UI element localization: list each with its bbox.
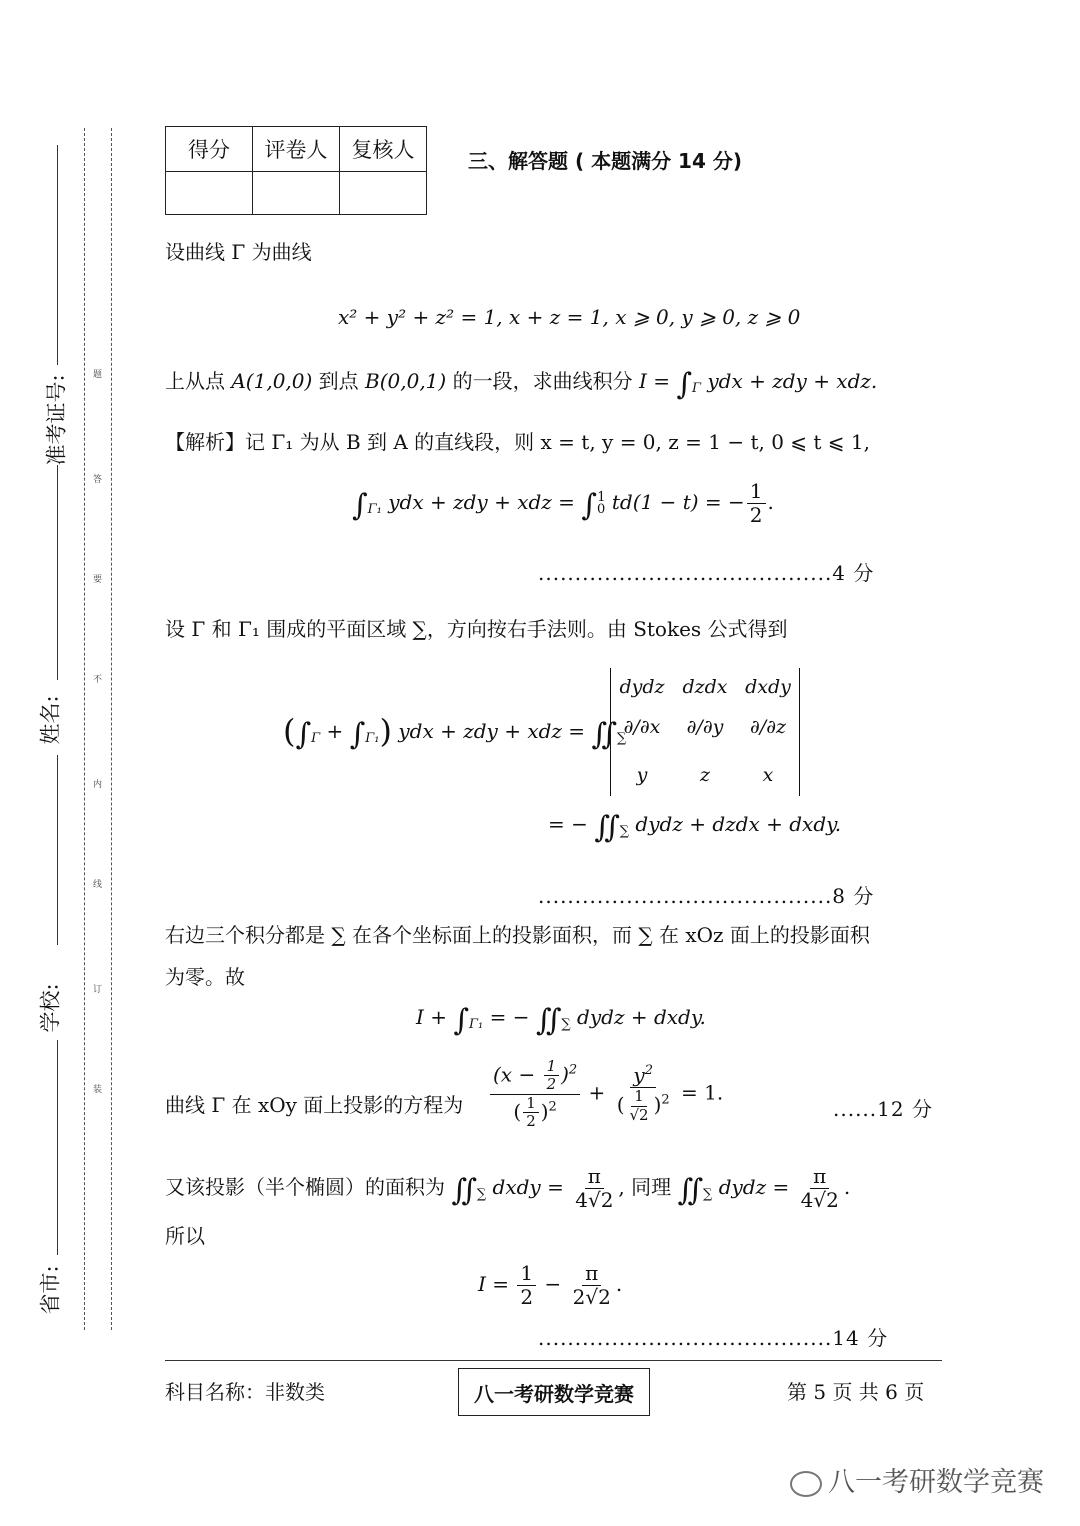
matrix-cell: y	[636, 764, 648, 786]
eq-text: dydz + dzdx + dxdy.	[635, 812, 842, 836]
point-a: A(1,0,0)	[231, 369, 313, 393]
eq-text: td(1 − t) = −	[611, 490, 745, 514]
reviewer-cell[interactable]	[340, 172, 427, 215]
grader-cell[interactable]	[253, 172, 340, 215]
text: 的一段，求曲线积分	[446, 369, 639, 393]
matrix-cell: ∂/∂z	[749, 716, 787, 738]
solution-line2: 设 Γ 和 Γ₁ 围成的平面区域 ∑，方向按右手法则。由 Stokes 公式得到	[165, 617, 788, 641]
watermark-text: 八一考研数学竞赛	[828, 1467, 1044, 1498]
eq-text: dydz + dxdy.	[577, 1005, 706, 1029]
eq-text: ydx + zdy + xdz =	[388, 490, 575, 514]
matrix-cell: dydz	[619, 676, 665, 698]
solution-line3b: 为零。故	[165, 965, 245, 989]
text: 又该投影（半个椭圆）的面积为	[165, 1175, 445, 1199]
footer-center-box: 八一考研数学竞赛	[458, 1368, 650, 1416]
solution-line1	[165, 430, 870, 454]
integral-sign: ∫	[352, 488, 368, 523]
equation-5: $I + \int_{\Gamma_1}$ = − $∬_\sum$ dydz + dxdy.	[416, 1003, 706, 1038]
solution-line4: 曲线 Γ 在 xOy 面上投影的方程为	[165, 1093, 464, 1117]
solution-line3: 右边三个积分都是 ∑ 在各个坐标面上的投影面积，而 ∑ 在 xOz 面上的投影面积	[165, 923, 870, 947]
integral-sign: ∫	[676, 367, 692, 402]
seal-char: 内	[93, 780, 103, 790]
matrix-cell: ∂/∂x	[623, 716, 661, 738]
matrix-cell: x	[762, 764, 774, 786]
text: 记 Γ₁ 为从 B 到 A 的直线段，则 x = t, y = 0, z = 1 − t, 0 ⩽ t ⩽ 1,	[245, 430, 870, 454]
integral-sign: ∫	[581, 488, 597, 523]
footer-subject: 科目名称：非数类	[165, 1380, 325, 1404]
watermark	[790, 1460, 1044, 1499]
reviewer-header: 复核人	[340, 127, 427, 172]
cut-dashed-line	[84, 128, 85, 1330]
wechat-icon	[790, 1471, 822, 1497]
text: , 同理	[618, 1175, 672, 1199]
integrand: ydx + zdy + xdz.	[707, 369, 878, 393]
seal-char: 订	[93, 985, 103, 995]
margin-line	[57, 755, 58, 945]
seal-char: 线	[93, 880, 103, 890]
ellipse-equation: (x − $\frac{1}{2}$ )$^2$ ( $\frac{1}{2}$ )$^2$ + $y^2$ ( $\frac{1}{√2}$ )$^2$ = 1.	[488, 1058, 723, 1130]
integral-sub: Γ	[691, 381, 701, 396]
curl-determinant	[610, 668, 800, 796]
fraction: (x − $\frac{1}{2}$ )$^2$ ( $\frac{1}{2}$ )$^2$	[490, 1058, 580, 1130]
score-14: ........................................14 分	[538, 1326, 889, 1350]
score-8: ........................................8 分	[538, 884, 875, 908]
matrix-cell: z	[699, 764, 710, 786]
cut-dashed-line	[111, 128, 112, 1330]
score-cell[interactable]	[166, 172, 253, 215]
eq-text: ydx + zdy + xdz =	[398, 719, 586, 743]
footer-divider	[165, 1360, 942, 1361]
school-label: 学校:	[38, 983, 63, 1033]
score-4: ........................................4 分	[538, 561, 875, 585]
integral-sub: Γ₁	[367, 502, 382, 517]
seal-char: 答	[93, 475, 103, 485]
fraction: $y^2$ ( $\frac{1}{√2}$ )$^2$	[616, 1063, 670, 1124]
final-answer: I = $\frac{1}{2}$ − $\frac{\pi}{2√2}$ .	[478, 1261, 623, 1309]
section-title: 三、解答题 ( 本题满分 14 分)	[468, 149, 742, 173]
limits: 0	[596, 502, 606, 517]
grader-header: 评卷人	[253, 127, 340, 172]
margin-line	[57, 465, 58, 680]
exam-id-label: 准考证号:	[44, 374, 69, 466]
solution-tag: 【解析】	[165, 430, 245, 454]
equation-4: = − $∬_\sum$ dydz + dzdx + dxdy.	[548, 810, 842, 845]
problem-line1: 设曲线 Γ 为曲线	[165, 240, 312, 264]
text: 到点	[312, 369, 366, 393]
province-label: 省市:	[38, 1265, 63, 1315]
limits: 1	[597, 490, 606, 505]
solution-line5: 又该投影（半个椭圆）的面积为 $∬_\sum$ dxdy = $\frac{\pi}{4√2}$ , 同理 $∬_\sum$ dydz = $\frac{\pi}{4√2}$ .	[165, 1164, 851, 1212]
fraction: $\frac{1}{2}$	[747, 480, 766, 527]
matrix-cell: ∂/∂y	[686, 716, 724, 738]
text: 上从点	[165, 369, 232, 393]
seal-char: 要	[93, 575, 103, 585]
problem-line2	[165, 367, 877, 403]
score-header: 得分	[166, 127, 253, 172]
problem-equation: x² + y² + z² = 1, x + z = 1, x ⩾ 0, y ⩾ 0, z ⩾ 0	[338, 305, 801, 329]
equation-3: $(\int_\Gamma + \int_{\Gamma_1})$ ydx + zdy + xdz = $∬_\sum$	[283, 712, 627, 752]
integral-var: I =	[638, 369, 670, 393]
margin-line	[57, 145, 58, 365]
name-label: 姓名:	[38, 695, 63, 745]
score-table	[165, 126, 427, 215]
solution-line6: 所以	[165, 1224, 205, 1248]
seal-char: 题	[93, 370, 103, 380]
equation-2: $\int_{\Gamma_1}$ ydx + zdy + xdz = $\int_0^1$ td(1 − t) = − $\frac{1}{2}$ .	[352, 479, 774, 527]
margin-line	[57, 1040, 58, 1255]
matrix-cell: dxdy	[745, 676, 791, 698]
footer-page: 第 5 页 共 6 页	[787, 1380, 925, 1404]
score-12: ......12 分	[833, 1097, 933, 1121]
seal-char: 装	[93, 1085, 103, 1095]
matrix-cell: dzdx	[682, 676, 728, 698]
point-b: B(0,0,1)	[365, 369, 447, 393]
seal-char: 不	[93, 675, 103, 685]
